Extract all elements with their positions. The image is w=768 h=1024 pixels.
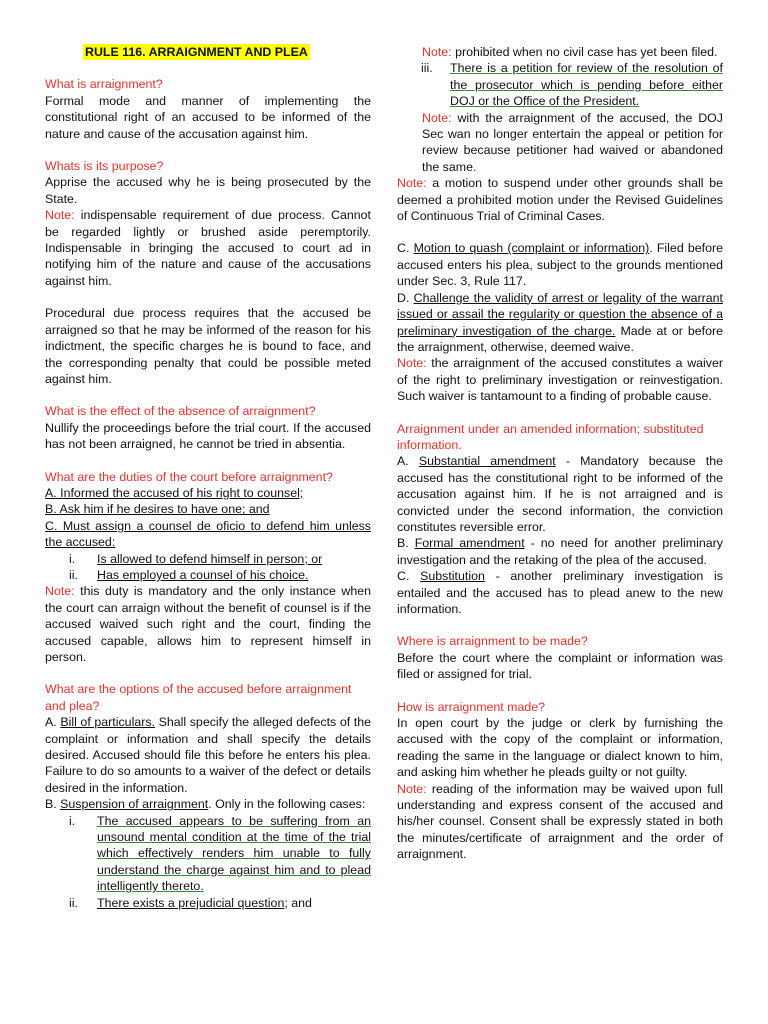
option-d-challenge-arrest: D. Challenge the validity of arrest or legality of the warrant issued or assail the regularity or question the absence of a preliminary investigation of the charge. Made at or before the arraignment, otherwise, deemed waive. — [397, 290, 723, 354]
motion-to-suspend-note: Note: a motion to suspend under other grounds shall be deemed a prohibited motion under the Revised Guidelines of Continuous Trial of Criminal Cases. — [397, 176, 723, 224]
question-amended-information: Arraignment under an amended information; substituted information. — [397, 421, 704, 452]
answer-effect-of-absence: Nullify the proceedings before the trial court. If the accused has not been arraigned, he cannot be tried in absentia. — [45, 420, 371, 452]
procedural-due-process-paragraph: Procedural due process requires that the accused be arraigned so that he may be informed of the reason for his indictment, the specific charges he is bound to face, and the corresponding penalty that could be possible meted against him. — [45, 306, 371, 386]
answer-where-arraignment: Before the court where the complaint or information was filed or assigned for trial. — [397, 650, 723, 682]
option-b-suspension: B. Suspension of arraignment. Only in the following cases: — [45, 797, 366, 812]
duty-b: B. Ask him if he desires to have one; and — [45, 502, 270, 517]
petition-review-note: Note: with the arraignment of the accused, the DOJ Sec wan no longer entertain the appeal or petition for review because petitioner had waived or abandoned the same. — [422, 110, 723, 174]
duty-c-item-ii: ii. Has employed a counsel of his choice. — [69, 567, 309, 582]
substitution: C. Substitution - another preliminary investigation is entailed and the accused has to plead anew to the new information. — [397, 569, 723, 616]
answer-how-arraignment: In open court by the judge or clerk by furnishing the accused with the copy of the complaint or information, reading the same in the language or dialect known to him, and asking him whether he pleads guilty or not guilty. — [397, 716, 723, 780]
question-where-arraignment: Where is arraignment to be made? — [397, 634, 588, 649]
question-what-is-arraignment: What is arraignment? — [45, 77, 163, 92]
answer-what-is-arraignment: Formal mode and manner of implementing the constitutional right of an accused to be informed of the nature and cause of the accusation against him. — [45, 93, 371, 141]
suspension-item-ii: ii. There exists a prejudicial question; and — [69, 895, 312, 910]
waiver-note: Note: the arraignment of the accused constitutes a waiver of the right to preliminary investigation or reinvestigation. Such waiver is tantamount to a finding of probable cause. — [397, 356, 723, 404]
duty-c-item-i: i. Is allowed to defend himself in person; or — [69, 551, 323, 566]
suspension-item-i: i. The accused appears to be suffering from an unsound mental condition at the time of the trial which effectively renders him unable to fully understand the charge against him and to plead intelligently thereto. — [69, 813, 371, 894]
question-duties-of-court: What are the duties of the court before arraignment? — [45, 469, 333, 484]
option-a-bill-of-particulars: A. Bill of particulars. Shall specify the alleged defects of the complaint or information and shall specify the details desired. Accused should file this before he enters his plea. Failure to do so amounts to a waiver of the defect or details desired in the information. — [45, 715, 372, 795]
substantial-amendment: A. Substantial amendment - Mandatory because the accused has the constitutional right to be informed of the accusation against him. If he is not arraigned and is convicted under the second information, the conviction constitutes reversible error. — [397, 454, 723, 534]
duties-note: Note: this duty is mandatory and the only instance when the court can arraign without the benefit of counsel is if the accused waived such right and the court, finding the accused capable, allows him to represent himself in person. — [45, 584, 371, 664]
duty-c: C. Must assign a counsel de oficio to defend him unless the accused: — [45, 518, 371, 550]
option-c-motion-to-quash: C. Motion to quash (complaint or information). Filed before accused enters his plea, subject to the grounds mentioned under Sec. 3, Rule 117. — [397, 241, 724, 289]
duty-a: A. Informed the accused of his right to counsel; — [45, 485, 304, 500]
right-column — [397, 44, 723, 863]
prejudicial-question-note: Note: prohibited when no civil case has yet been filed. — [422, 45, 718, 59]
question-purpose: Whats is its purpose? — [45, 159, 164, 174]
page-title: RULE 116. ARRAIGNMENT AND PLEA — [85, 45, 308, 59]
answer-purpose: Apprise the accused why he is being prosecuted by the State. — [45, 175, 371, 206]
question-how-arraignment: How is arraignment made? — [397, 699, 546, 714]
question-options-of-accused: What are the options of the accused before arraignment and plea? — [45, 682, 352, 713]
suspension-item-iii: iii. There is a petition for review of the resolution of the prosecutor which is pending before either DOJ or the Office of the President. — [421, 61, 723, 109]
reading-waiver-note: Note: reading of the information may be waived upon full understanding and express consent of the accused and his/her counsel. Consent shall be expressly stated in both the minutes/certificate of arraignment and the order of arraignment. — [397, 781, 723, 862]
question-effect-of-absence: What is the effect of the absence of arraignment? — [45, 404, 316, 419]
left-column — [45, 44, 371, 911]
purpose-note: Note: indispensable requirement of due process. Cannot be regarded lightly or brushed aside peremptorily. Indispensable in bringing the accused to court ad in notifying him of the nature and cause of the accusations against him. — [45, 208, 371, 288]
formal-amendment: B. Formal amendment - no need for another preliminary investigation and the retaking of the plea of the accused. — [397, 536, 723, 567]
